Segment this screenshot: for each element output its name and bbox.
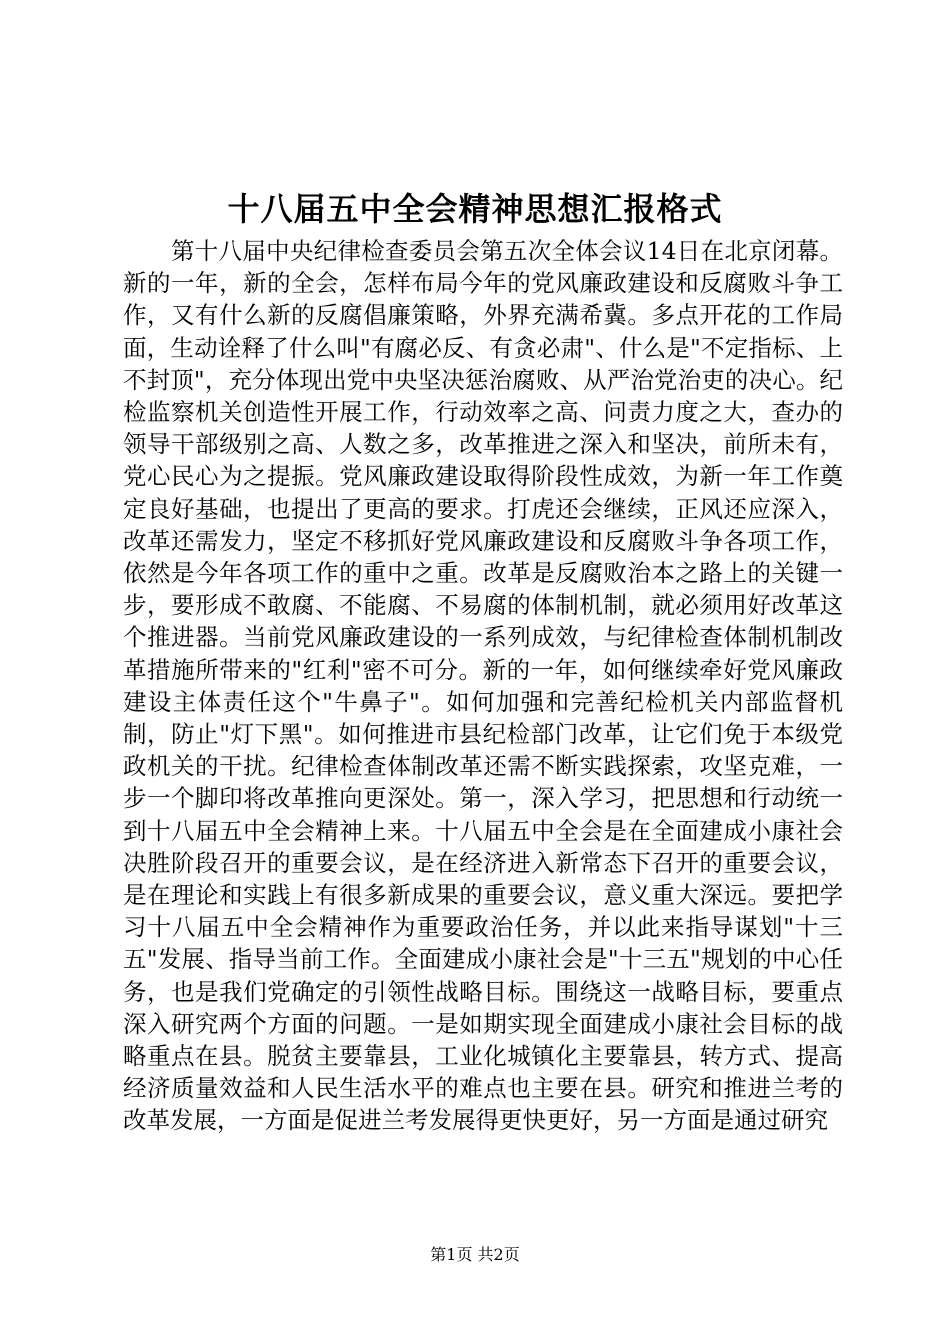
page-footer: 第1页 共2页 [430, 1245, 520, 1264]
document-title: 十八届五中全会精神思想汇报格式 [227, 190, 723, 228]
document-body: 第十八届中央纪律检查委员会第五次全体会议14日在北京闭幕。新的一年，新的全会，怎样布局今年的党风廉政建设和反腐败斗争工作，又有什么新的反腐倡廉策略，外界充满希冀。多点开花的工作局面，生动诠释了什么叫"有腐必反、有贪必肃"、什么是"不定指标、上不封顶"，充分体现出党中央坚决惩治腐败、从严治党治吏的决心。纪检监察机关创造性开展工作，行动效率之高、问责力度之大，查办的领导干部级别之高、人数之多，改革推进之深入和坚决，前所未有，党心民心为之提振。党风廉政建设取得阶段性成效，为新一年工作奠定良好基础，也提出了更高的要求。打虎还会继续，正风还应深入，改革还需发力，坚定不移抓好党风廉政建设和反腐败斗争各项工作，依然是今年各项工作的重中之重。改革是反腐败治本之路上的关键一步，要形成不敢腐、不能腐、不易腐的体制机制，就必须用好改革这个推进器。当前党风廉政建设的一系列成效，与纪律检查体制机制改革措施所带来的"红利"密不可分。新的一年，如何继续牵好党风廉政建设主体责任这个"牛鼻子"。如何加强和完善纪检机关内部监督机制，防止"灯下黑"。如何推进市县纪检部门改革，让它们免于本级党政机关的干扰。纪律检查体制改革还需不断实践探索，攻坚克难，一步一个脚印将改革推向更深处。第一，深入学习，把思想和行动统一到十八届五中全会精神上来。十八届五中全会是在全面建成小康社会决胜阶段召开的重要会议，是在经济进入新常态下召开的重要会议，是在理论和实践上有很多新成果的重要会议，意义重大深远。要把学习十八届五中全会精神作为重要政治任务，并以此来指导谋划"十三五"发展、指导当前工作。全面建成小康社会是"十三五"规划的中心任务，也是我们党确定的引领性战略目标。围绕这一战略目标，要重点深入研究两个方面的问题。一是如期实现全面建成小康社会目标的战略重点在县。脱贫主要靠县，工业化城镇化主要靠县，转方式、提高经济质量效益和人民生活水平的难点也主要在县。研究和推进兰考的改革发展，一方面是促进兰考发展得更快更好，另一方面是通过研究 [123, 237, 843, 1135]
